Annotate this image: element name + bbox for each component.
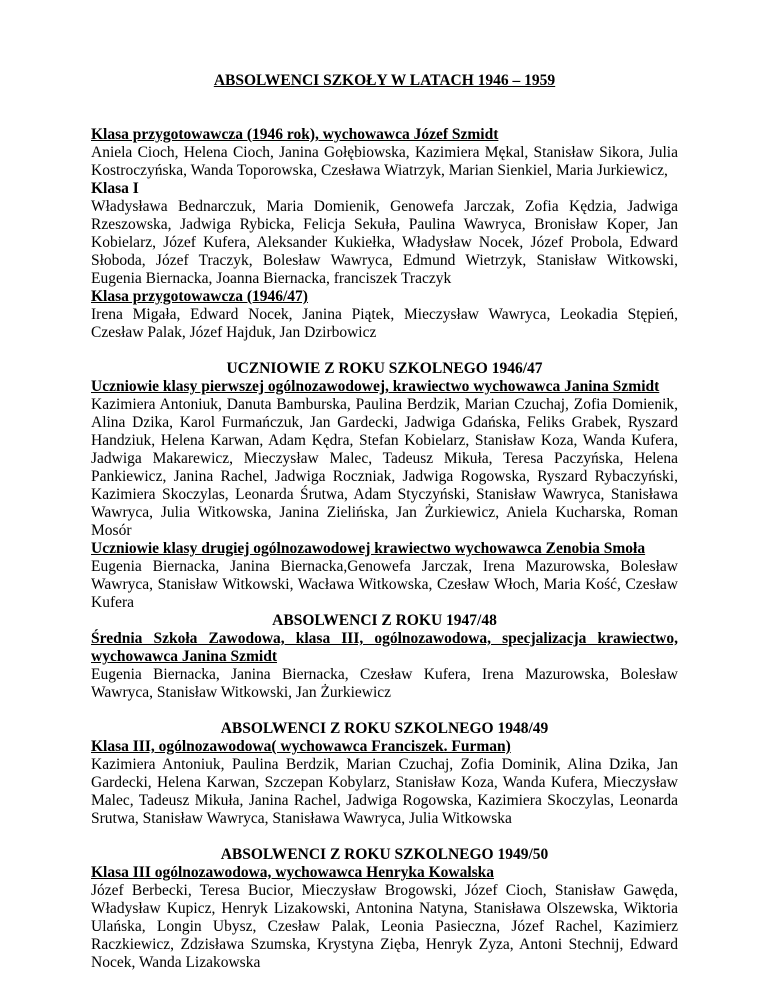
names-paragraph: Irena Migała, Edward Nocek, Janina Piątek, Mieczysław Wawryca, Leokadia Stępień, Czesław Palak, Józef Hajduk, Jan Dzirbowicz bbox=[91, 306, 678, 341]
class-heading: Uczniowie klasy pierwszej ogólnozawodowej, krawiectwo wychowawca Janina Szmidt bbox=[91, 378, 660, 395]
blank-line bbox=[91, 108, 678, 126]
class-heading: Klasa przygotowawcza (1946 rok), wychowawca Józef Szmidt bbox=[91, 126, 499, 143]
document-content bbox=[91, 72, 678, 972]
names-paragraph: Kazimiera Antoniuk, Paulina Berdzik, Marian Czuchaj, Zofia Dominik, Alina Dzika, Jan Gardecki, Helena Karwan, Szczepan Kobylarz, Stanisław Koza, Wanda Kufera, Mieczysław Malec, Tadeusz Mikuła, Janina Rachel, Jadwiga Rogowska, Kazimiera Skoczylas, Leonarda Srutwa, Stanisław Wawryca, Stanisława Wawryca, Julia Witkowska bbox=[91, 756, 678, 827]
names-paragraph: Józef Berbecki, Teresa Bucior, Mieczysław Brogowski, Józef Cioch, Stanisław Gawęda, Władysław Kupicz, Henryk Lizakowski, Antonina Natyna, Stanisława Olszewska, Wiktoria Ulańska, Longin Ubysz, Czesław Palak, Leonia Pasieczna, Józef Rachel, Kazimierz Raczkiewicz, Zdzisława Szumska, Krystyna Zięba, Henryk Zyza, Antoni Stechnij, Edward Nocek, Wanda Lizakowska bbox=[91, 882, 678, 971]
names-paragraph: Aniela Cioch, Helena Cioch, Janina Gołębiowska, Kazimiera Mękal, Stanisław Sikora, Julia Kostroczyńska, Wanda Toporowska, Czesława Wiatrzyk, Marian Sienkiel, Maria Jurkiewicz, bbox=[91, 144, 678, 179]
blank-line bbox=[91, 702, 678, 720]
class-heading: Klasa III, ogólnozawodowa( wychowawca Franciszek. Furman) bbox=[91, 738, 511, 755]
class-heading: Średnia Szkoła Zawodowa, klasa III, ogólnozawodowa, specjalizacja krawiectwo, wychowawca Janina Szmidt bbox=[91, 630, 678, 665]
blank-line bbox=[91, 828, 678, 846]
names-paragraph: Eugenia Biernacka, Janina Biernacka, Czesław Kufera, Irena Mazurowska, Bolesław Wawryca, Stanisław Witkowski, Jan Żurkiewicz bbox=[91, 666, 678, 701]
document-title: ABSOLWENCI SZKOŁY W LATACH 1946 – 1959 bbox=[213, 72, 556, 89]
section-heading: ABSOLWENCI Z ROKU 1947/48 bbox=[272, 612, 497, 629]
class-heading: Klasa przygotowawcza (1946/47) bbox=[91, 288, 308, 305]
blank-line bbox=[91, 342, 678, 360]
names-paragraph: Eugenia Biernacka, Janina Biernacka,Genowefa Jarczak, Irena Mazurowska, Bolesław Wawryca, Stanisław Witkowski, Wacława Witkowska, Czesław Włoch, Maria Kość, Czesław Kufera bbox=[91, 558, 678, 611]
section-heading: UCZNIOWIE Z ROKU SZKOLNEGO 1946/47 bbox=[226, 360, 543, 377]
blank-line bbox=[91, 90, 678, 108]
section-heading: ABSOLWENCI Z ROKU SZKOLNEGO 1948/49 bbox=[220, 720, 549, 737]
class-heading: Uczniowie klasy drugiej ogólnozawodowej krawiectwo wychowawca Zenobia Smoła bbox=[91, 540, 646, 557]
class-heading: Klasa III ogólnozawodowa, wychowawca Henryka Kowalska bbox=[91, 864, 495, 881]
subheading: Klasa I bbox=[91, 180, 139, 197]
section-heading: ABSOLWENCI Z ROKU SZKOLNEGO 1949/50 bbox=[220, 846, 549, 863]
names-paragraph: Kazimiera Antoniuk, Danuta Bamburska, Paulina Berdzik, Marian Czuchaj, Zofia Domienik, Alina Dzika, Karol Furmańczuk, Jan Gardecki, Jadwiga Gdańska, Feliks Grabek, Ryszard Handziuk, Helena Karwan, Adam Kędra, Stefan Kobielarz, Stanisław Koza, Wanda Kufera, Jadwiga Makarewicz, Mieczysław Malec, Tadeusz Mikuła, Teresa Paczyńska, Helena Pankiewicz, Janina Rachel, Jadwiga Roczniak, Jadwiga Rogowska, Ryszard Rybaczyński, Kazimiera Skoczylas, Leonarda Śrutwa, Adam Styczyński, Stanisław Wawryca, Stanisława Wawryca, Julia Witkowska, Janina Zielińska, Jan Żurkiewicz, Aniela Kucharska, Roman Mosór bbox=[91, 396, 678, 539]
names-paragraph: Władysława Bednarczuk, Maria Domienik, Genowefa Jarczak, Zofia Kędzia, Jadwiga Rzeszowska, Jadwiga Rybicka, Felicja Sekuła, Paulina Wawryca, Bronisław Koper, Jan Kobielarz, Józef Kufera, Aleksander Kukiełka, Władysław Nocek, Józef Probola, Edward Słoboda, Józef Traczyk, Bolesław Wawryca, Edmund Wietrzyk, Stanisław Witkowski, Eugenia Biernacka, Joanna Biernacka, franciszek Traczyk bbox=[91, 198, 678, 287]
